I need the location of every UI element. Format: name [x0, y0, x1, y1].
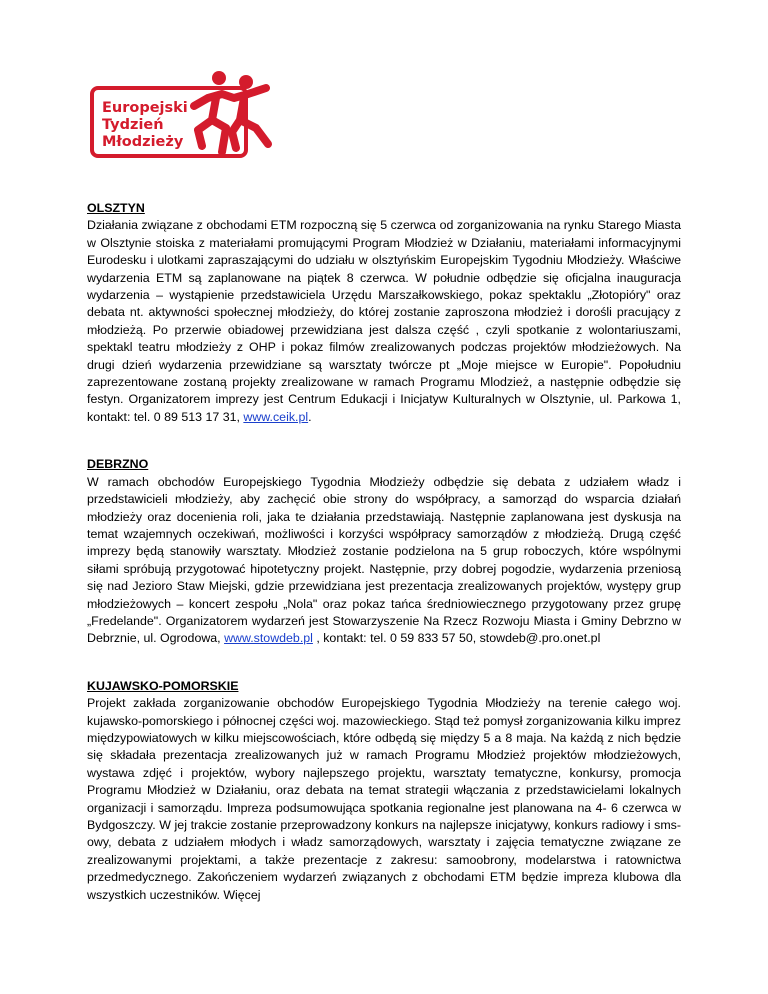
section-paragraph — [87, 695, 681, 904]
paragraph-text: Projekt zakłada zorganizowanie obchodów Europejskiego Tygodnia Młodzieży na terenie całego woj. kujawsko-pomorskiego i północnej części woj. mazowieckiego. Stąd też pomysł zorganizowania kilku imprez międzypowiatowych w kilku miejscowościach, które odbędą się między 5 a 8 maja. Na każdą z nich będzie się składała prezentacja zrealizowanych już w ramach Programu Młodzież projektów młodzieżowych, wystawa zdjęć i projektów, wybory najlepszego projektu, warsztaty tematyczne, konkursy, promocja Programu Młodzież w Działaniu, oraz debata na temat strategii włączania z przedstawicielami lokalnych organizacji i samorządu. Impreza podsumowująca spotkania regionalne jest planowana na 4- 6 czerwca w Bydgoszczy. W jej trakcie zostanie przeprowadzony konkurs na najlepsze inicjatywy, konkurs radiowy i sms-owy, debata z udziałem młodych i władz samorządowych, warsztaty i zajęcia tematyczne związane ze zrealizowanymi projektami, a także prezentacje z zakresu: samoobrony, modelarstwa i ratownictwa przedmedycznego. Zakończeniem wydarzeń związanych z obchodami ETM będzie impreza klubowa dla wszystkich uczestników. Więcej — [87, 696, 681, 902]
paragraph-text-end: , kontakt: tel. 0 59 833 57 50, stowdeb@.pro.onet.pl — [312, 631, 601, 646]
logo-line-3: Młodzieży — [102, 134, 184, 150]
section-heading: OLSZTYN — [87, 201, 145, 215]
section-paragraph — [87, 217, 681, 426]
section-heading: KUJAWSKO-POMORSKIE — [87, 678, 239, 693]
section-debrzno — [87, 456, 681, 647]
paragraph-text: W ramach obchodów Europejskiego Tygodnia Młodzieży odbędzie się debata z udziałem władz i przedstawicieli młodzieży, aby zachęcić obie strony do współpracy, a samorząd do wsparcia działań młodzieży oraz docenienia roli, jaka te działania przedstawiają. Następnie zaplanowana jest dyskusja na temat wzajemnych oczekiwań, możliwości i korzyści współpracy samorządów z młodzieżą. Drugą część imprezy będą stanowiły warsztaty. Młodzież zostanie podzielona na 5 grup roboczych, które wspólnymi siłami spróbują przygotować hipotetyczny projekt. Następnie, przy dobrej pogodzie, wydarzenia przeniosą się nad Jezioro Staw Miejski, gdzie przewidziana jest prezentacja zrealizowanych projektów, występy grup młodzieżowych – koncert zespołu „Nola" oraz pokaz tańca średniowiecznego przygotowany przez grupę „Fredelande". Organizatorem wydarzeń jest Stowarzyszenie Na Rzecz Rozwoju Miasta i Gminy Debrzno w Debrznie, ul. Ogrodowa, — [87, 474, 681, 646]
section-olsztyn — [87, 200, 681, 426]
document-body — [87, 200, 681, 934]
paragraph-text-end: . — [308, 409, 312, 424]
logo-line-2: Tydzień — [102, 117, 164, 133]
paragraph-text: Działania związane z obchodami ETM rozpoczną się 5 czerwca od zorganizowania na rynku Starego Miasta w Olsztynie stoiska z materiałami promującymi Program Młodzież w Działaniu, materiałami informacyjnymi Eurodesku i ulotkami zapraszającymi do udziału w olsztyńskim Europejskim Tygodniu Młodzieży. Właściwe wydarzenia ETM są zaplanowane na piątek 8 czerwca. W południe odbędzie się oficjalna inauguracja wydarzenia – wystąpienie przedstawiciela Urzędu Marszałkowskiego, pokaz spektaklu „Złotopióry" oraz debata nt. aktywności społecznej młodzieży, do której zostanie zaproszona młodzież i dorośli pracujący z młodzieżą. Po przerwie obiadowej przewidziana jest dalsza część , czyli spotkanie z wolontariuszami, spektakl teatru młodzieży z OHP i pokaz filmów zrealizowanych podczas projektów młodzieżowych. Na drugi dzień wydarzenia przewidziane są warsztaty twórcze pt „Moje miejsce w Europie". Popołudniu zaprezentowane zostaną projekty zrealizowane w ramach Programu Mlodzież, a następnie odbędzie się festyn. Organizatorem imprezy jest Centrum Edukacji i Inicjatyw Kulturalnych w Olsztynie, ul. Parkowa 1, kontakt: tel. 0 89 513 17 31, — [87, 218, 681, 424]
section-paragraph — [87, 474, 681, 648]
section-kujawsko-pomorskie — [87, 678, 681, 904]
dancing-figures-icon — [186, 68, 286, 160]
section-heading: DEBRZNO — [87, 457, 149, 472]
etm-logo — [90, 68, 286, 164]
logo-line-1: Europejski — [102, 100, 188, 116]
website-link[interactable]: www.ceik.pl — [243, 409, 309, 424]
website-link[interactable]: www.stowdeb.pl — [224, 631, 313, 646]
logo-text — [102, 100, 188, 151]
